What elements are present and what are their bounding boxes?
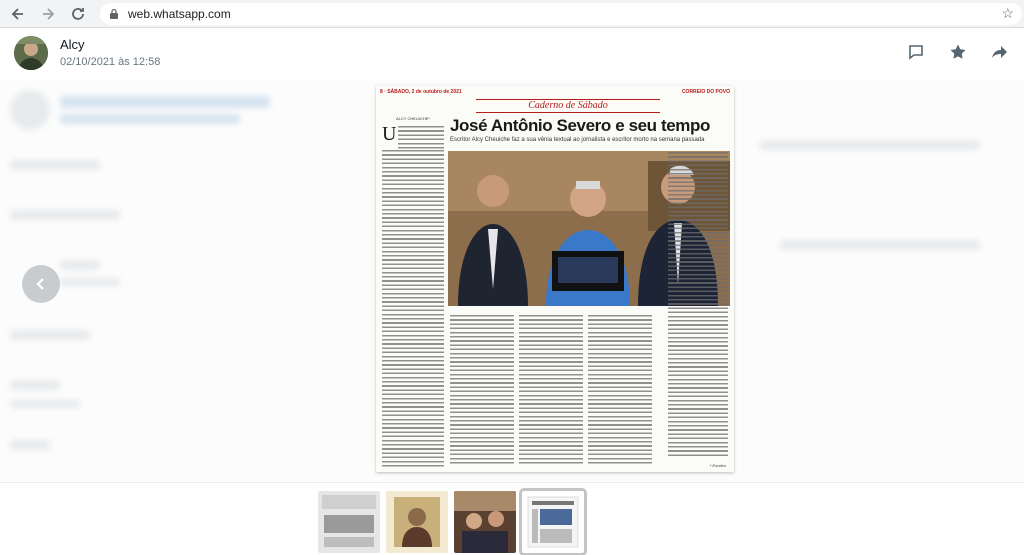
avatar[interactable] xyxy=(14,36,48,70)
reload-icon[interactable] xyxy=(66,2,90,26)
bookmark-star-icon[interactable]: ☆ xyxy=(1001,5,1014,21)
byline: ALCY CHEUICHE* xyxy=(396,116,430,121)
media-thumbnail[interactable] xyxy=(386,491,448,553)
article-subheadline: Escritor Alcy Cheuiche faz a sua vênia textual ao jornalista e escritor morto na semana passada xyxy=(450,137,705,143)
page-header-right: CORREIO DO POVO xyxy=(681,89,730,95)
media-thumbnail-active[interactable] xyxy=(522,491,584,553)
star-icon[interactable] xyxy=(948,42,968,62)
media-thumbnail[interactable] xyxy=(318,491,380,553)
page-header xyxy=(380,89,730,97)
text-column xyxy=(450,315,514,465)
media-viewer-header xyxy=(0,28,1024,80)
previous-media-button[interactable] xyxy=(22,265,60,303)
drop-cap: U xyxy=(382,123,397,145)
url-text: web.whatsapp.com xyxy=(128,6,231,21)
text-column xyxy=(398,126,444,150)
page-header-left: 8 · SÁBADO, 2 de outubro de 2021 xyxy=(380,89,462,95)
text-column xyxy=(519,315,583,465)
media-thumbnail-strip xyxy=(0,482,1024,555)
text-column xyxy=(382,150,444,468)
back-arrow-icon[interactable] xyxy=(6,2,30,26)
browser-toolbar xyxy=(0,0,1024,28)
media-thumbnail[interactable] xyxy=(454,491,516,553)
text-column xyxy=(668,152,728,458)
lock-icon xyxy=(108,8,120,20)
chevron-left-icon xyxy=(33,276,49,292)
text-column xyxy=(588,315,652,465)
forward-icon[interactable] xyxy=(990,42,1010,62)
author-signature: * Escritor xyxy=(709,463,726,468)
newspaper-page-image xyxy=(376,86,734,472)
message-timestamp: 02/10/2021 às 12:58 xyxy=(60,56,161,68)
sender-name: Alcy xyxy=(60,37,85,52)
forward-arrow-icon[interactable] xyxy=(36,2,60,26)
go-to-message-icon[interactable] xyxy=(906,42,926,62)
section-banner: Caderno de Sábado xyxy=(476,99,660,113)
article-headline: José Antônio Severo e seu tempo xyxy=(450,116,710,135)
address-bar[interactable] xyxy=(100,3,1022,25)
